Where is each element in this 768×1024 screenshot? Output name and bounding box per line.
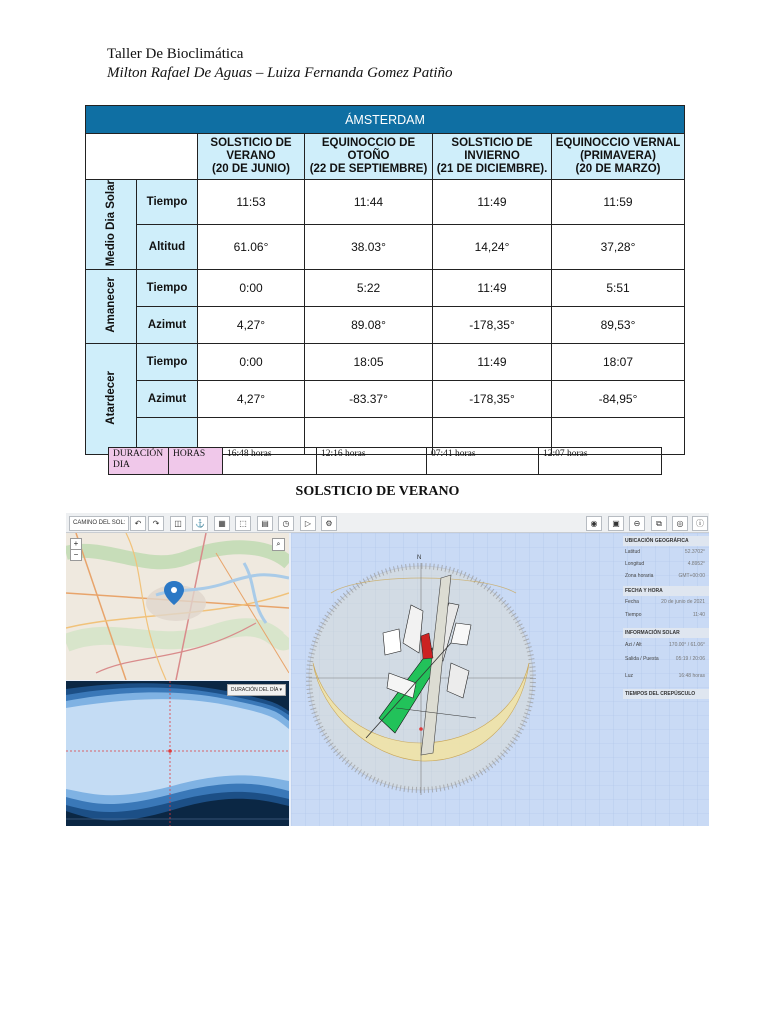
globe-icon[interactable]: ◎: [672, 516, 688, 531]
zoom-out-button[interactable]: −: [70, 549, 82, 561]
col-header-winter: SOLSTICIO DE INVIERNO (21 DE DICIEMBRE).: [433, 134, 552, 180]
table-cell: 0:00: [198, 270, 305, 307]
sunpath-app-screenshot: [66, 513, 709, 826]
table-cell: 37,28°: [552, 225, 685, 270]
table-cell: 0:00: [198, 344, 305, 381]
table-cell: 4,27°: [198, 307, 305, 344]
row-label: Tiempo: [137, 270, 198, 307]
azimuth-altitude-row: Azi / Alt 170.00° / 61.06°: [625, 642, 705, 648]
timezone-row: Zona horaria GMT+00:00: [625, 573, 705, 579]
map-tiles: [66, 533, 289, 680]
info-panel: [623, 533, 709, 708]
col-header-autumn: EQUINOCCIO DE OTOÑO (22 DE SEPTIEMBRE): [305, 134, 433, 180]
table-cell: 11:44: [305, 180, 433, 225]
group-sunrise: Amanecer: [86, 270, 137, 344]
table-cell: 5:22: [305, 270, 433, 307]
settings-icon[interactable]: ⚙: [321, 516, 337, 531]
svg-text:N: N: [417, 555, 422, 561]
table-cell: -84,95°: [552, 381, 685, 418]
date-section-header[interactable]: FECHA Y HORA: [623, 586, 709, 596]
day-length-chart: [66, 681, 289, 826]
duration-summer: 16:48 horas: [223, 448, 317, 475]
city-header: ÁMSTERDAM: [86, 106, 685, 134]
daylight-row: Luz 16:48 horas: [625, 673, 705, 679]
shape-icon[interactable]: ⬚: [235, 516, 251, 531]
col-header-summer: SOLSTICIO DE VERANO (20 DE JUNIO): [198, 134, 305, 180]
table-cell: 89.08°: [305, 307, 433, 344]
anchor-icon[interactable]: ⚓: [192, 516, 208, 531]
duration-label: DURACIÓN DIA: [109, 448, 169, 475]
table-cell: -83.37°: [305, 381, 433, 418]
zoom-in-button[interactable]: +: [70, 538, 82, 550]
corner-cell: [86, 134, 198, 180]
grid-icon[interactable]: ▦: [214, 516, 230, 531]
authors-line: Milton Rafael De Aguas – Luiza Fernanda Gomez Patiño: [107, 65, 453, 81]
row-label: Altitud: [137, 225, 198, 270]
table-cell: 11:53: [198, 180, 305, 225]
row-label: Tiempo: [137, 344, 198, 381]
group-solar-noon: Medio Dia Solar: [86, 180, 137, 270]
col-header-spring: EQUINOCCIO VERNAL (PRIMAVERA) (20 DE MARZO): [552, 134, 685, 180]
table-cell: 14,24°: [433, 225, 552, 270]
app-toolbar: [66, 513, 709, 533]
info-icon[interactable]: ⓘ: [692, 516, 708, 531]
sunpath-label: CAMINO DEL SOL:: [69, 516, 129, 531]
duration-unit: HORAS: [169, 448, 223, 475]
play-icon[interactable]: ▷: [300, 516, 316, 531]
table-cell: 5:51: [552, 270, 685, 307]
table-cell: 11:49: [433, 344, 552, 381]
camera-icon[interactable]: ▣: [608, 516, 624, 531]
redo-icon[interactable]: ↷: [148, 516, 164, 531]
row-label: Azimut: [137, 381, 198, 418]
table-cell: 89,53°: [552, 307, 685, 344]
course-title: Taller De Bioclimática: [107, 46, 244, 62]
sunrise-sunset-row: Salida / Puesta 05:19 / 20:06: [625, 656, 705, 662]
geo-section-header[interactable]: UBICACIÓN GEOGRÁFICA: [623, 536, 709, 546]
table-cell: -178,35°: [433, 307, 552, 344]
layers-icon[interactable]: ◫: [170, 516, 186, 531]
export-icon[interactable]: ⧉: [651, 516, 667, 531]
solar-section-header[interactable]: INFORMACIÓN SOLAR: [623, 628, 709, 638]
sphere-icon[interactable]: ⊖: [629, 516, 645, 531]
table-cell: 11:49: [433, 180, 552, 225]
group-sunset: Atardecer: [86, 344, 137, 455]
table-cell: 18:07: [552, 344, 685, 381]
longitude-row: Longitud 4.8952°: [625, 561, 705, 567]
map-search-icon[interactable]: ⌕: [272, 538, 285, 551]
date-row: Fecha 20 de junio de 2021: [625, 599, 705, 605]
clock-icon[interactable]: ◷: [278, 516, 294, 531]
document-header: [107, 45, 453, 83]
twilight-section-header[interactable]: TIEMPOS DEL CREPÚSCULO: [623, 689, 709, 699]
row-label: Tiempo: [137, 180, 198, 225]
row-label: Azimut: [137, 307, 198, 344]
location-map[interactable]: [66, 533, 289, 680]
duration-spring: 12:07 horas: [539, 448, 662, 475]
undo-icon[interactable]: ↶: [130, 516, 146, 531]
latitude-row: Latitud 52.3702°: [625, 549, 705, 555]
table-cell: 11:49: [433, 270, 552, 307]
table-cell: 61.06°: [198, 225, 305, 270]
table-cell: 38.03°: [305, 225, 433, 270]
section-title: SOLSTICIO DE VERANO: [295, 484, 460, 499]
solar-data-table: [85, 105, 685, 455]
table-cell: 18:05: [305, 344, 433, 381]
table-icon[interactable]: ▤: [257, 516, 273, 531]
day-length-graphic: [66, 681, 289, 826]
table-cell: -178,35°: [433, 381, 552, 418]
table-cell: 4,27°: [198, 381, 305, 418]
time-row: Tiempo 11:40: [625, 612, 705, 618]
table-cell: 11:59: [552, 180, 685, 225]
eye-icon[interactable]: ◉: [586, 516, 602, 531]
day-duration-dropdown[interactable]: DURACIÓN DEL DÍA ▾: [227, 684, 286, 696]
day-duration-table: [108, 447, 662, 475]
duration-winter: 07:41 horas: [427, 448, 539, 475]
duration-autumn: 12:16 horas: [317, 448, 427, 475]
